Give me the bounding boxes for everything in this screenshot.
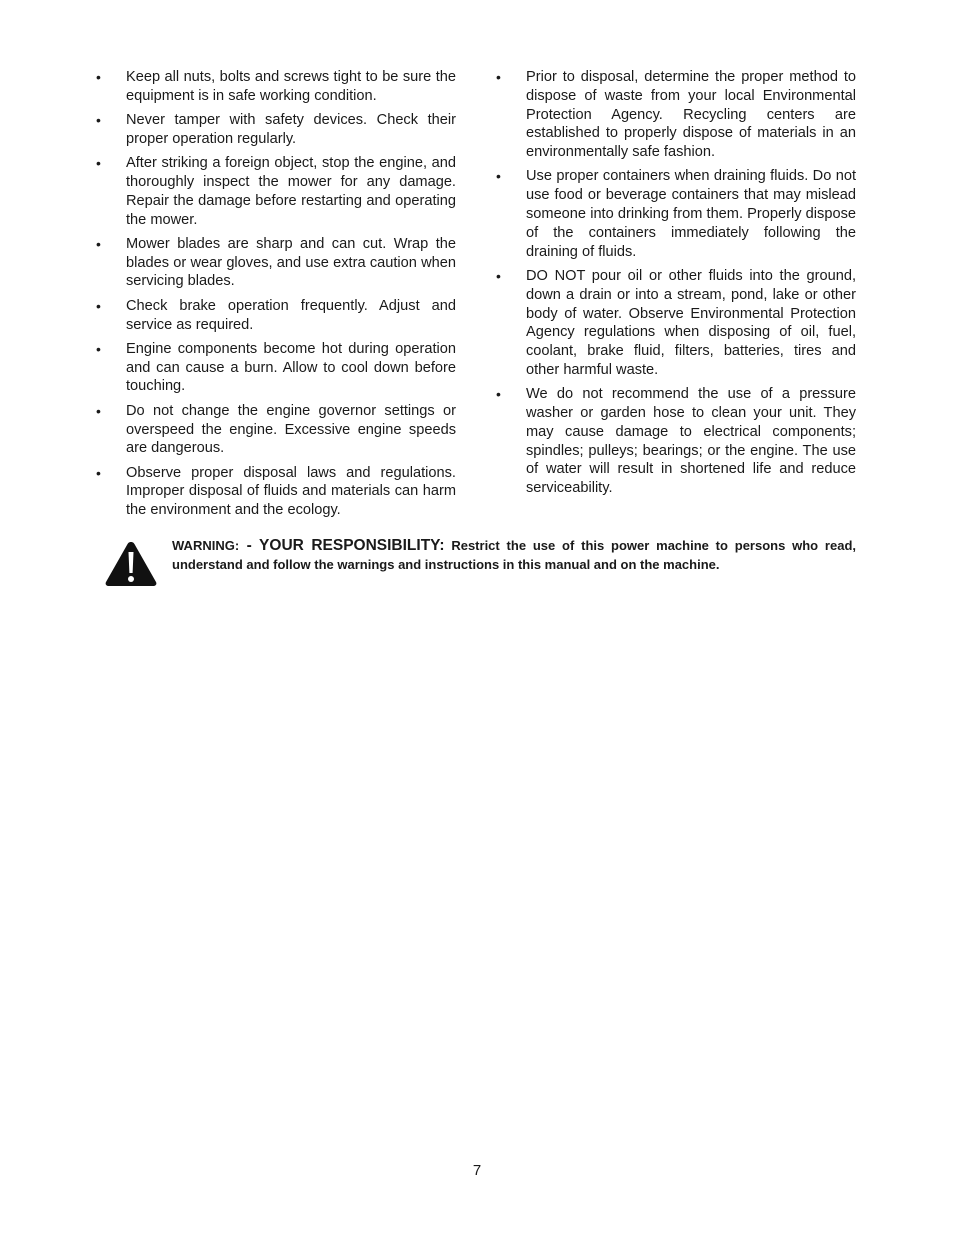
list-item-text: Do not change the engine governor settings or overspeed the engine. Excessive engine speeds are dangerous. xyxy=(126,402,456,457)
bullet-icon: • xyxy=(96,69,101,85)
list-item-text: Engine components become hot during operation and can cause a burn. Allow to cool down before touching. xyxy=(126,340,456,395)
warning-heading: - YOUR RESPONSIBILITY: xyxy=(239,537,445,554)
list-item-text: Mower blades are sharp and can cut. Wrap the blades or wear gloves, and use extra caution when servicing blades. xyxy=(126,235,456,290)
bullet-icon: • xyxy=(96,112,101,129)
safety-list-right xyxy=(496,68,856,498)
list-item xyxy=(496,385,856,498)
list-item xyxy=(96,111,456,149)
bullet-icon: • xyxy=(96,297,101,314)
bullet-icon: • xyxy=(96,235,101,252)
bullet-icon: • xyxy=(96,340,101,357)
list-item xyxy=(496,267,856,380)
list-item xyxy=(96,154,456,229)
list-item-text: Never tamper with safety devices. Check their proper operation regularly. xyxy=(126,112,456,147)
list-item-text: After striking a foreign object, stop the engine, and thoroughly inspect the mower for any damage. Repair the damage before restarting and operating the mower. xyxy=(126,155,456,228)
warning-triangle-icon xyxy=(104,540,158,588)
list-item-text: Use proper containers when draining fluids. Do not use food or beverage containers that may mislead someone into drinking from them. Properly dispose of the containers immediately following the draining of fluids. xyxy=(526,168,856,260)
list-item xyxy=(96,402,456,458)
bullet-icon: • xyxy=(96,464,101,481)
warning-label: WARNING: xyxy=(172,538,240,553)
safety-list-left xyxy=(96,68,456,520)
bullet-icon: • xyxy=(496,69,501,85)
bullet-icon: • xyxy=(96,402,101,419)
left-column xyxy=(96,68,456,526)
page-number: 7 xyxy=(472,1162,482,1179)
list-item xyxy=(496,167,856,261)
list-item xyxy=(96,464,456,520)
warning-text xyxy=(172,536,856,574)
bullet-icon: • xyxy=(496,267,501,284)
list-item xyxy=(96,68,456,106)
list-item-text: Keep all nuts, bolts and screws tight to be sure the equipment is in safe working condition. xyxy=(126,69,456,104)
warning-block xyxy=(104,536,856,596)
warning-body: Restrict the use of this power machine to persons who read, understand and follow the warnings and instructions in this manual and on the machine. xyxy=(172,538,856,572)
list-item xyxy=(96,297,456,335)
list-item-text: Observe proper disposal laws and regulations. Improper disposal of fluids and materials can harm the environment and the ecology. xyxy=(126,464,456,519)
list-item-text: Prior to disposal, determine the proper method to dispose of waste from your local Environmental Protection Agency. Recycling centers are established to properly dispose of materials in an environmentally safe fashion. xyxy=(526,69,856,161)
list-item xyxy=(496,68,856,162)
list-item-text: DO NOT pour oil or other fluids into the ground, down a drain or into a stream, pond, lake or other body of water. Observe Environmental Protection Agency regulations when disposing of oil, fuel, coolant, brake fluid, filters, batteries, tires and other harmful waste. xyxy=(526,267,856,378)
right-column xyxy=(496,68,856,504)
list-item-text: Check brake operation frequently. Adjust and service as required. xyxy=(126,297,456,333)
list-item xyxy=(96,340,456,396)
bullet-icon: • xyxy=(496,386,501,403)
list-item xyxy=(96,235,456,291)
list-item-text: We do not recommend the use of a pressure washer or garden hose to clean your unit. They may cause damage to electrical components; spindles; pulleys; bearings; or the engine. The use of water will result in shortened life and reduce serviceability. xyxy=(526,386,856,497)
bullet-icon: • xyxy=(496,168,501,185)
bullet-icon: • xyxy=(96,155,101,172)
